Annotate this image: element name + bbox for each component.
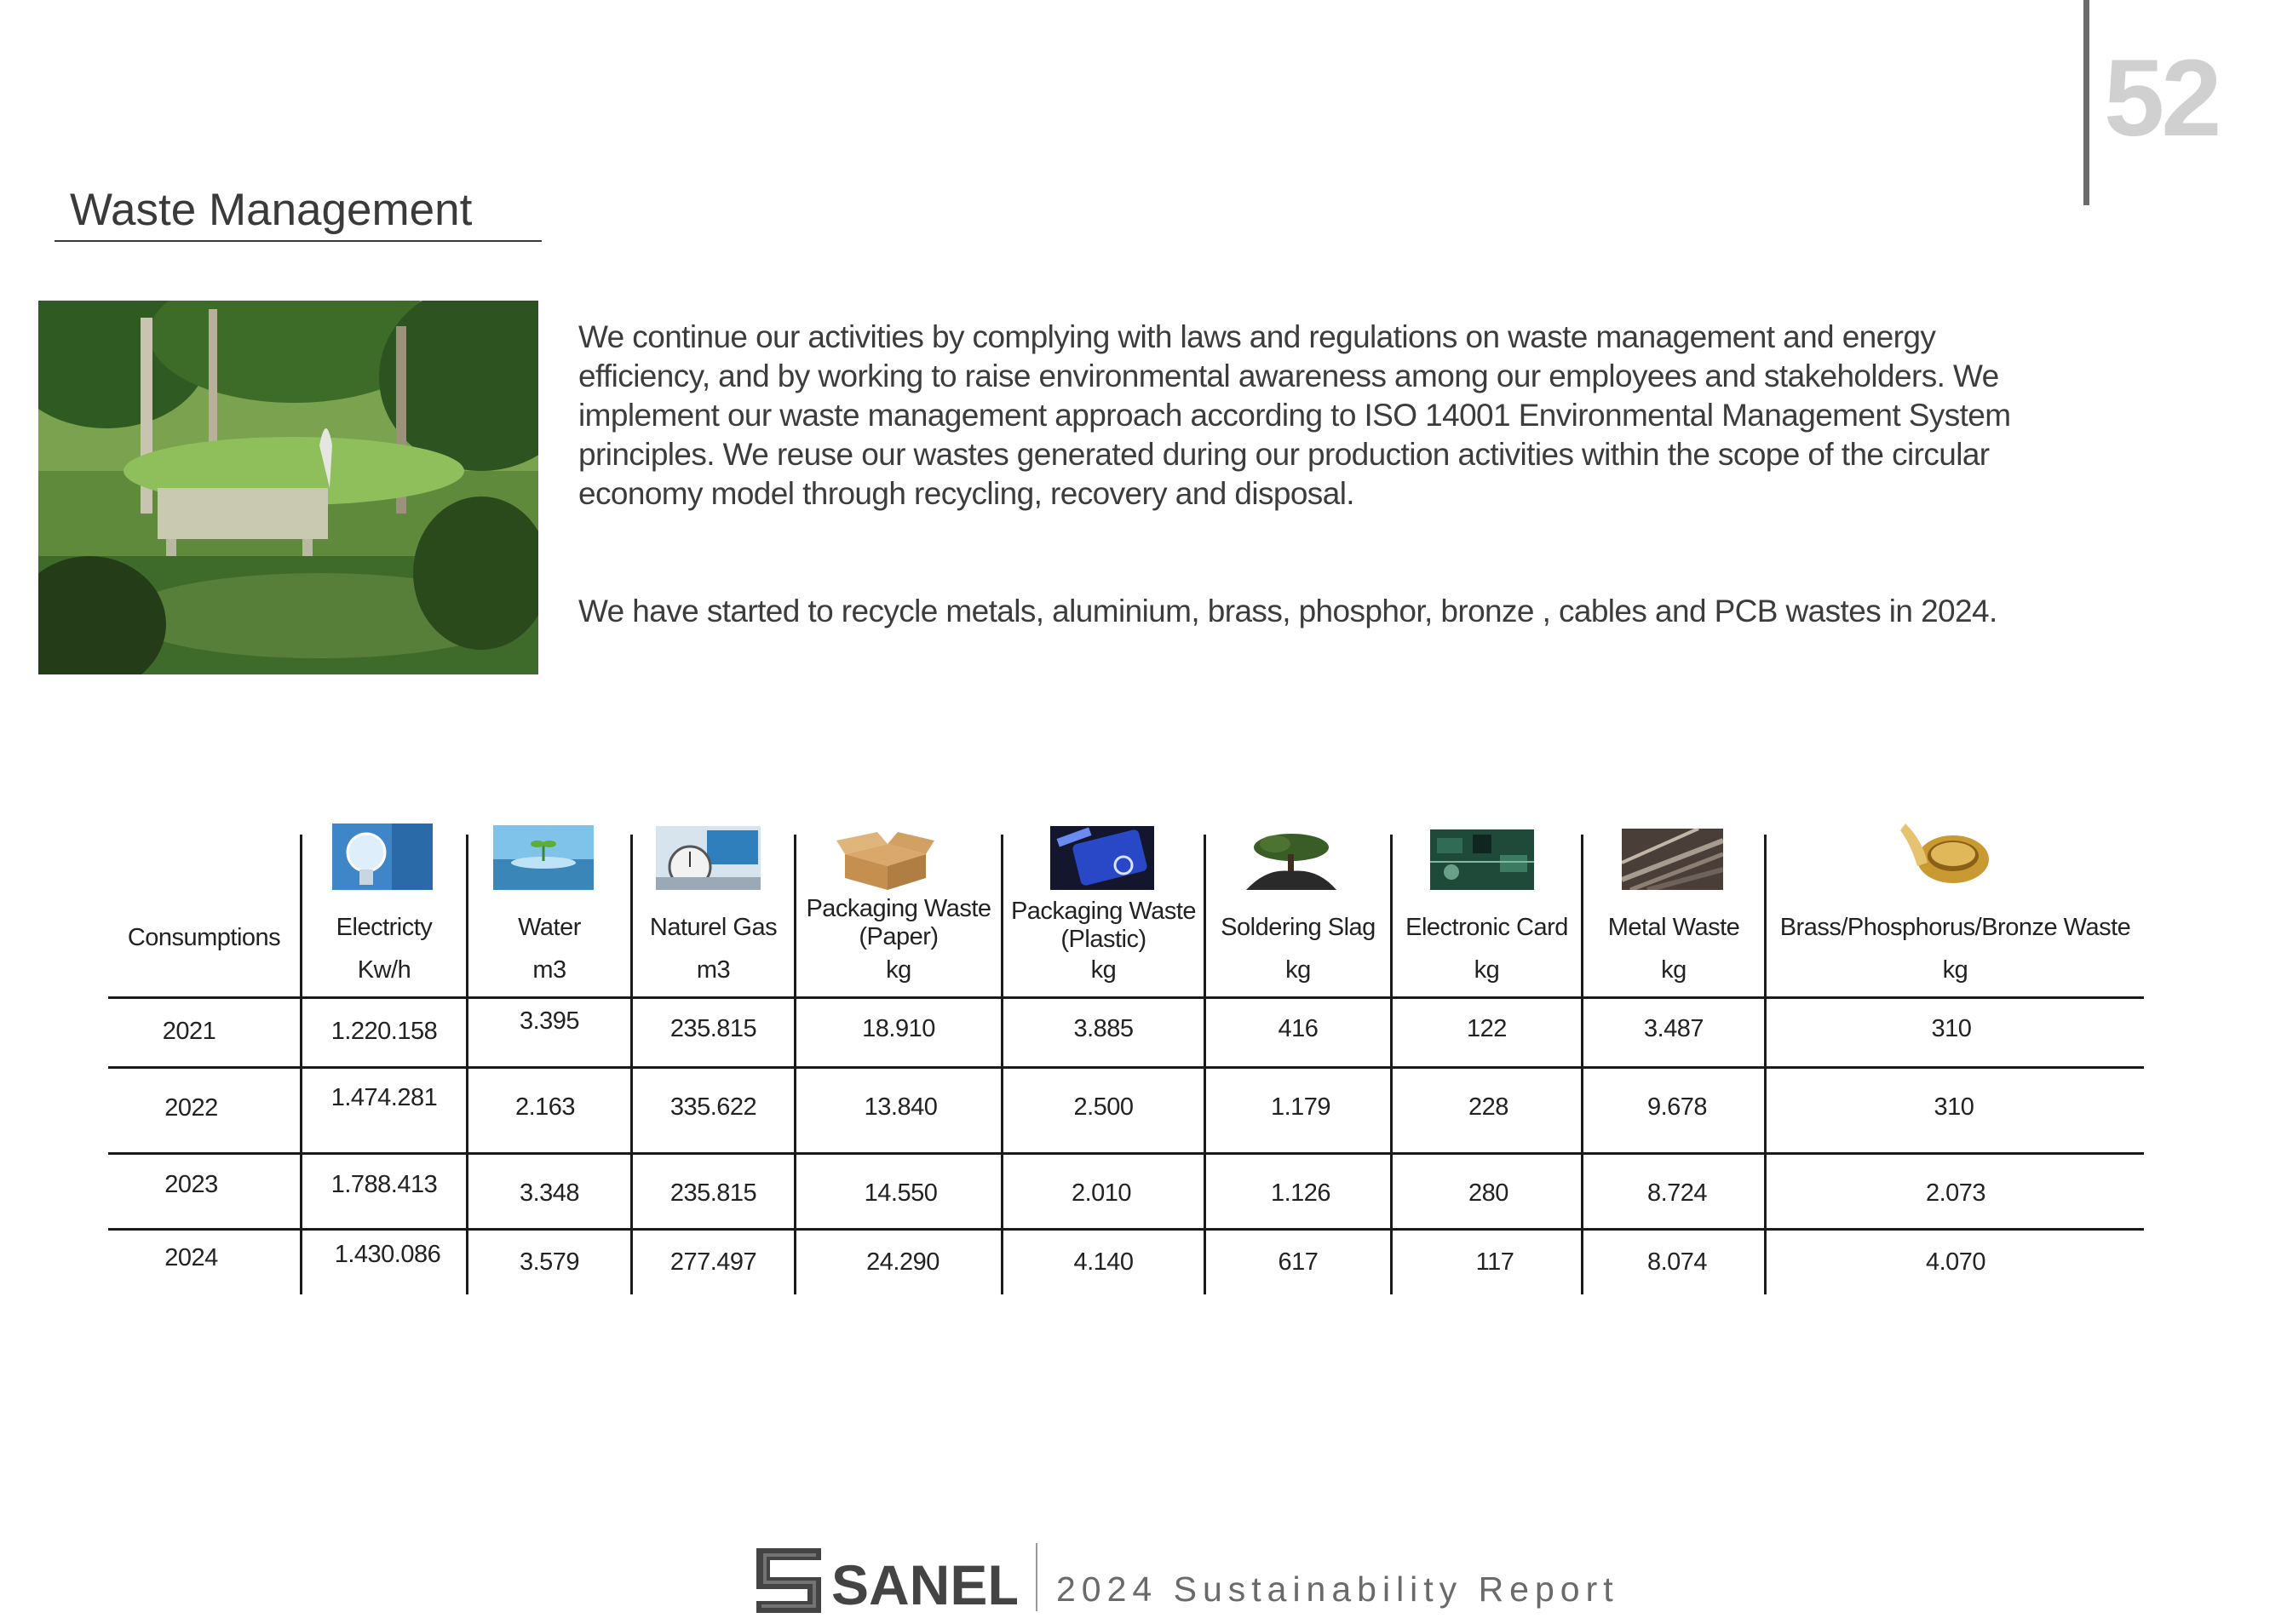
table-cell: 3.395	[519, 1007, 580, 1035]
column-unit-packaging-plastic: kg	[1090, 956, 1117, 984]
column-unit-soldering-slag: kg	[1285, 956, 1311, 984]
row-year: 2021	[162, 1018, 216, 1045]
table-cell: 4.140	[1073, 1248, 1134, 1276]
footer-divider	[1036, 1543, 1037, 1611]
plastic-recycle-icon	[1050, 826, 1154, 890]
column-unit-electronic-card: kg	[1474, 956, 1500, 984]
table-cell: 14.550	[864, 1179, 938, 1207]
metal-scrap-icon	[1622, 829, 1723, 890]
page-number-bar	[2083, 0, 2089, 205]
column-header-electronic-card: Electronic Card	[1405, 914, 1568, 941]
table-cell: 1.220.158	[330, 1018, 438, 1045]
title-underline	[55, 240, 542, 242]
intro-paragraph: We continue our activities by complying with laws and regulations on waste management and energy efficiency, and by working to raise environmental awareness among our employees and stakeholders. We implement our waste management approach according to ISO 14001 Environmental Management System principles. We reuse our wastes generated during our production activities within the scope of the circular economy model through recycling, recovery and disposal.	[578, 319, 2011, 511]
row-divider	[108, 1066, 2144, 1069]
column-header-packaging-plastic: Packaging Waste (Plastic)	[1010, 898, 1197, 953]
table-cell: 1.474.281	[330, 1084, 438, 1111]
column-header-electricity: Electricty	[336, 914, 433, 941]
table-cell: 280	[1468, 1179, 1508, 1207]
table-cell: 24.290	[866, 1248, 940, 1276]
row-header-label: Consumptions	[127, 924, 281, 951]
table-cell: 2.010	[1071, 1179, 1132, 1207]
table-cell: 228	[1468, 1093, 1508, 1121]
table-cell: 416	[1278, 1015, 1319, 1042]
column-header-soldering-slag: Soldering Slag	[1221, 914, 1376, 941]
cardboard-box-icon	[836, 829, 934, 890]
table-cell: 2.500	[1073, 1093, 1134, 1121]
table-cell: 3.487	[1643, 1015, 1704, 1042]
body-text	[578, 318, 2043, 631]
table-cell: 235.815	[669, 1179, 757, 1207]
sanel-logo	[756, 1548, 1017, 1620]
row-divider	[108, 1228, 2144, 1231]
recycling-paragraph: We have started to recycle metals, aluminium, brass, phosphor, bronze , cables and PCB wastes in 2024.	[578, 594, 1997, 628]
page-number: 52	[2104, 37, 2219, 159]
brand-wordmark: SANEL	[831, 1553, 1017, 1616]
table-cell: 3.579	[519, 1248, 580, 1276]
table-cell: 13.840	[864, 1093, 938, 1121]
column-header-natural-gas: Naturel Gas	[649, 914, 778, 941]
row-year: 2024	[164, 1244, 218, 1271]
table-cell: 310	[1931, 1015, 1972, 1042]
table-cell: 122	[1467, 1015, 1507, 1042]
row-divider	[108, 996, 2144, 999]
table-cell: 1.430.086	[334, 1241, 441, 1268]
column-unit-brass-waste: kg	[1942, 956, 1968, 984]
column-divider	[466, 835, 468, 1294]
column-header-brass-waste: Brass/Phosphorus/Bronze Waste	[1779, 914, 2131, 941]
column-unit-metal-waste: kg	[1661, 956, 1687, 984]
column-unit-electricity: Kw/h	[357, 956, 411, 984]
row-year: 2023	[164, 1171, 218, 1198]
lightbulb-icon	[332, 823, 433, 890]
column-divider	[1581, 835, 1583, 1294]
column-unit-water: m3	[532, 956, 566, 984]
water-drop-icon	[493, 825, 594, 890]
table-cell: 1.126	[1270, 1179, 1331, 1207]
tree-on-rock-icon	[1241, 830, 1342, 890]
table-cell: 277.497	[669, 1248, 757, 1276]
table-cell: 1.179	[1270, 1093, 1331, 1121]
circuit-board-icon	[1430, 829, 1534, 890]
table-cell: 8.074	[1646, 1248, 1708, 1276]
table-cell: 9.678	[1646, 1093, 1708, 1121]
column-unit-packaging-paper: kg	[886, 956, 911, 984]
table-cell: 117	[1475, 1248, 1514, 1276]
report-title: 2024 Sustainability Report	[1056, 1569, 1619, 1609]
section-title: Waste Management	[70, 185, 473, 235]
table-cell: 2.163	[514, 1093, 576, 1121]
table-cell: 1.788.413	[330, 1171, 438, 1198]
brass-coil-icon	[1897, 815, 1996, 888]
table-cell: 4.070	[1925, 1248, 1986, 1276]
column-header-packaging-paper: Packaging Waste (Paper)	[806, 895, 991, 950]
table-cell: 235.815	[669, 1015, 757, 1042]
column-divider	[1390, 835, 1393, 1294]
consumption-table	[108, 813, 2144, 1299]
table-cell: 8.724	[1646, 1179, 1708, 1207]
column-divider	[630, 835, 633, 1294]
column-divider	[1204, 835, 1206, 1294]
table-cell: 335.622	[669, 1093, 757, 1121]
table-cell: 310	[1934, 1093, 1974, 1121]
gas-meter-icon	[656, 826, 761, 890]
column-header-water: Water	[518, 914, 581, 941]
row-year: 2022	[164, 1094, 218, 1122]
table-cell: 3.348	[519, 1179, 580, 1207]
column-divider	[300, 835, 302, 1294]
garden-pond-photo	[38, 301, 538, 674]
table-cell: 2.073	[1925, 1179, 1986, 1207]
column-divider	[1764, 835, 1767, 1294]
table-cell: 617	[1278, 1248, 1319, 1276]
table-cell: 18.910	[862, 1015, 935, 1042]
column-header-metal-waste: Metal Waste	[1607, 914, 1740, 941]
row-divider	[108, 1152, 2144, 1155]
table-cell: 3.885	[1073, 1015, 1134, 1042]
column-unit-natural-gas: m3	[696, 956, 731, 984]
